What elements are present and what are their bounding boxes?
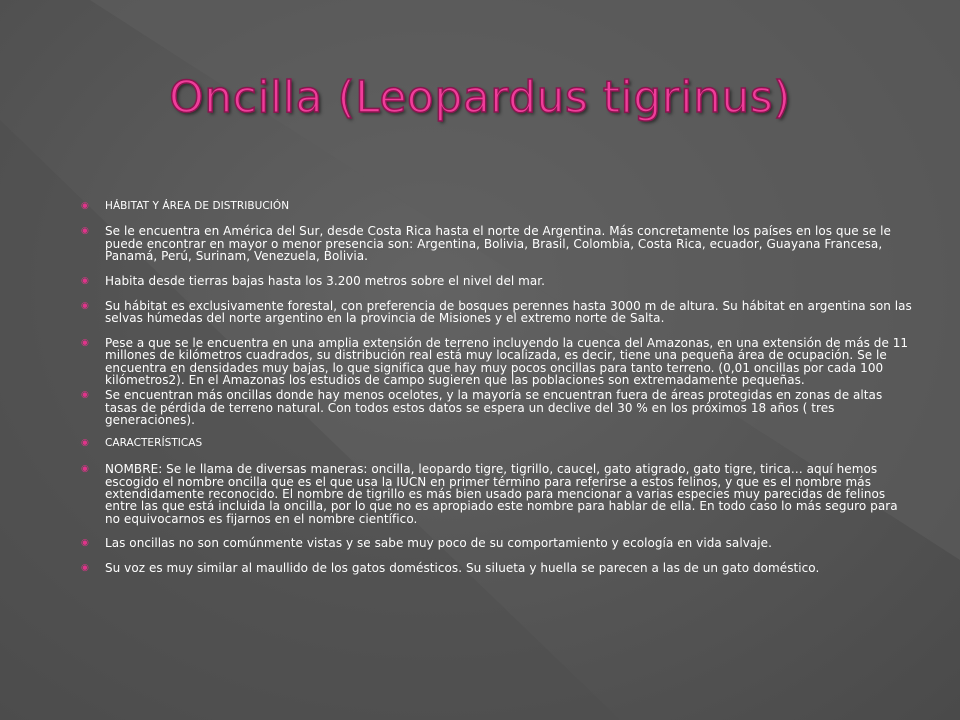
bullet-text: Se le encuentra en América del Sur, desde Costa Rica hasta el norte de Argentina. Más concretamente los países en los que se le puede encontrar en mayor o menor presencia son: Argentina, Bolivia, Brasil, Colombia, Costa Rica, ecuador, Guayana Francesa, Panamá, Perú, Surinam, Venezuela, Bolivia. <box>105 224 891 264</box>
bullet-characteristics-heading <box>80 437 916 449</box>
pink-arrow-bullet-icon: ◉ <box>81 301 89 312</box>
bullet-text: Se encuentran más oncillas donde hay menos ocelotes, y la mayoría se encuentran fuera de áreas protegidas en zonas de altas tasas de pérdida de terreno natural. Con todos estos datos se espera un declive del 30 % en los próximos 18 años ( tres generaciones). <box>105 388 883 428</box>
pink-arrow-bullet-icon: ◉ <box>81 464 89 475</box>
bullet-text: Habita desde tierras bajas hasta los 3.200 metros sobre el nivel del mar. <box>105 273 546 288</box>
bullet-text: Las oncillas no son comúnmente vistas y se sabe muy poco de su comportamiento y ecología en vida salvaje. <box>105 536 772 551</box>
bullet-names <box>80 463 916 525</box>
pink-arrow-bullet-icon: ◉ <box>81 226 89 237</box>
bullet-behavior <box>80 537 916 549</box>
pink-arrow-bullet-icon: ◉ <box>81 275 89 286</box>
bullet-text: NOMBRE: Se le llama de diversas maneras: oncilla, leopardo tigre, tigrillo, caucel, gato atigrado, gato tigre, tirica… aquí hemos escogido el nombre oncilla que es el que usa la IUCN en primer término para referirse a estos felinos, y que es el nombre más extendidamente reconocido. El nombre de tigrillo es más bien usado para mencionar a varias especies muy parecidas de felinos entre las que está incluida la oncilla, por lo que no es apropiado este nombre para hablar de ella. En todo caso lo más seguro para no equivocarnos es fijarnos en el nombre científico. <box>105 462 898 526</box>
bullet-text: Su hábitat es exclusivamente forestal, con preferencia de bosques perennes hasta 3000 m de altura. Su hábitat en argentina son las selvas húmedas del norte argentino en la provincia de Misiones y el extremo norte de Salta. <box>105 299 912 326</box>
bullet-density <box>80 337 916 387</box>
bullet-text: CARACTERÍSTICAS <box>105 436 203 449</box>
pink-arrow-bullet-icon: ◉ <box>81 337 89 348</box>
pink-arrow-bullet-icon: ◉ <box>81 437 89 448</box>
bullet-ocelots-decline <box>80 389 916 426</box>
bullet-list <box>80 200 916 574</box>
pink-arrow-bullet-icon: ◉ <box>81 538 89 549</box>
pink-arrow-bullet-icon: ◉ <box>81 390 89 401</box>
bullet-distribution <box>80 225 916 262</box>
bullet-text: Pese a que se le encuentra en una amplia extensión de terreno incluyendo la cuenca del Amazonas, en una extensión de más de 11 millones de kilómetros cuadrados, su distribución real está muy localizada, es decir, tiene una pequeña área de ocupación. Se le encuentra en densidades muy bajas, lo que significa que hay muy pocos oncillas para tanto terreno. (0,01 oncillas por cada 100 kilómetros2). En el Amazonas los estudios de campo sugieren que las poblaciones son extremadamente pequeñas. <box>105 335 909 388</box>
bullet-voice <box>80 562 916 574</box>
bullet-text: Su voz es muy similar al maullido de los gatos domésticos. Su silueta y huella se parecen a las de un gato doméstico. <box>105 560 820 575</box>
bullet-text: HÁBITAT Y ÁREA DE DISTRIBUCIÓN <box>105 200 290 212</box>
bullet-habitat-heading <box>80 200 916 212</box>
slide-title: Oncilla (Leopardus tigrinus) <box>169 72 791 123</box>
pink-arrow-bullet-icon: ◉ <box>81 201 89 211</box>
bullet-altitude <box>80 275 916 287</box>
bullet-forest-habitat <box>80 300 916 325</box>
pink-arrow-bullet-icon: ◉ <box>81 562 89 573</box>
